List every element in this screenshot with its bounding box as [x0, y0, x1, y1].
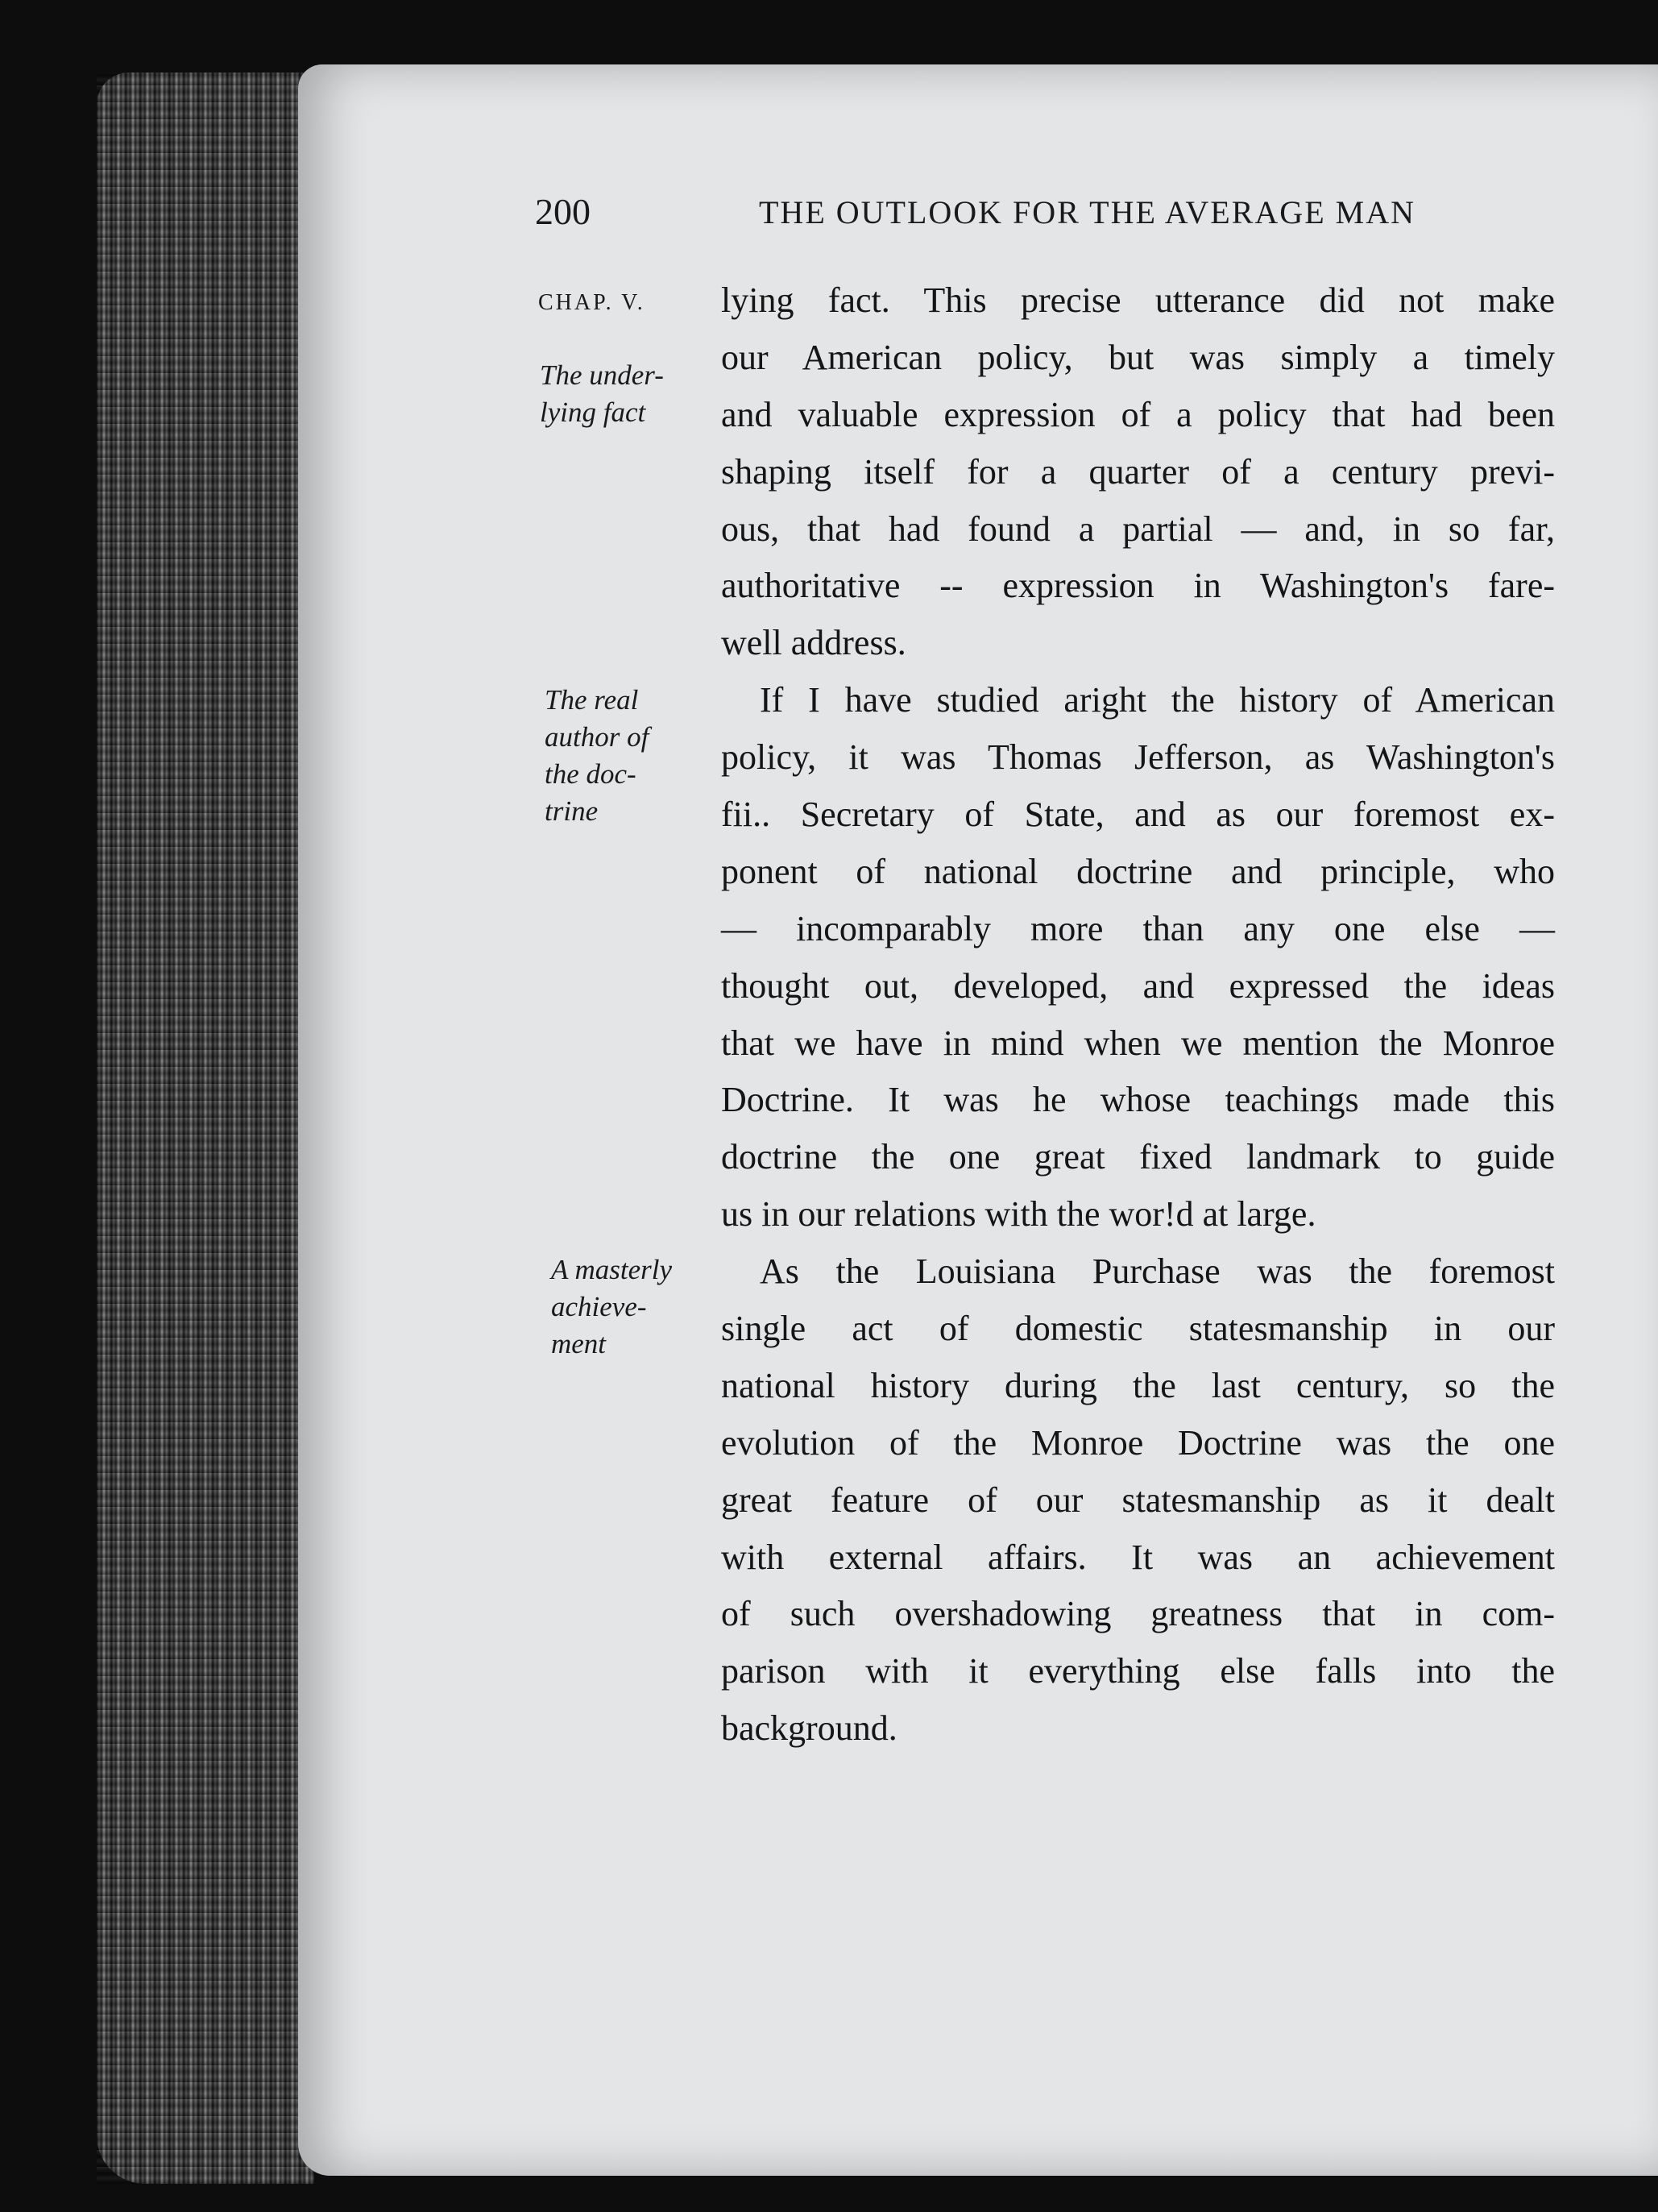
- text-line: authoritative -- expression in Washington's fare-: [721, 566, 1555, 606]
- text-line: Doctrine. It was he whose teachings made this: [721, 1080, 1555, 1120]
- text-line: ponent of national doctrine and principle, who: [721, 851, 1555, 891]
- text-line: policy, it was Thomas Jefferson, as Washington's: [721, 737, 1555, 778]
- text-line: background.: [721, 1708, 897, 1749]
- text-line: evolution of the Monroe Doctrine was the one: [721, 1422, 1555, 1463]
- text-line: well address.: [721, 623, 906, 663]
- running-head-title: THE OUTLOOK FOR THE AVERAGE MAN: [759, 194, 1416, 230]
- text-line: shaping itself for a quarter of a century previ-: [721, 451, 1555, 492]
- text-line: fii.. Secretary of State, and as our foremost ex-: [721, 795, 1555, 835]
- body-text: [721, 272, 1555, 1758]
- text-line: that we have in mind when we mention the Monroe: [721, 1023, 1555, 1063]
- page-number: 200: [535, 191, 591, 232]
- running-head: [535, 190, 1489, 239]
- text-line: doctrine the one great fixed landmark to guide: [721, 1137, 1555, 1177]
- paragraph: [721, 272, 1555, 672]
- paragraph: [721, 672, 1555, 1243]
- sidenote-underlying-fact: The under- lying fact: [540, 359, 664, 428]
- sidenote-masterly-achievement: A masterly achieve- ment: [551, 1254, 673, 1359]
- text-line: us in our relations with the wor!d at large.: [721, 1194, 1316, 1235]
- paragraph: [721, 1243, 1555, 1758]
- page-edges: [97, 73, 314, 2184]
- text-line: ous, that had found a partial — and, in so far,: [721, 508, 1555, 549]
- text-line: — incomparably more than any one else —: [721, 908, 1555, 948]
- text-line: great feature of our statesmanship as it dealt: [721, 1480, 1555, 1520]
- text-line: parison with it everything else falls into the: [721, 1651, 1555, 1691]
- text-line: national history during the last century, so the: [721, 1365, 1555, 1405]
- text-line: If I have studied aright the history of American: [760, 680, 1555, 720]
- text-line: lying fact. This precise utterance did not make: [721, 280, 1555, 320]
- text-line: of such overshadowing greatness that in com-: [721, 1594, 1555, 1634]
- sidenote-real-author: The real author of the doc- trine: [545, 684, 649, 827]
- text-line: our American policy, but was simply a timely: [721, 337, 1555, 377]
- text-line: As the Louisiana Purchase was the foremost: [760, 1251, 1555, 1292]
- text-line: single act of domestic statesmanship in our: [721, 1309, 1555, 1349]
- text-line: with external affairs. It was an achievement: [721, 1537, 1555, 1577]
- text-line: thought out, developed, and expressed the ideas: [721, 965, 1555, 1006]
- chapter-label: CHAP. V.: [538, 290, 645, 315]
- text-line: and valuable expression of a policy that had been: [721, 394, 1555, 434]
